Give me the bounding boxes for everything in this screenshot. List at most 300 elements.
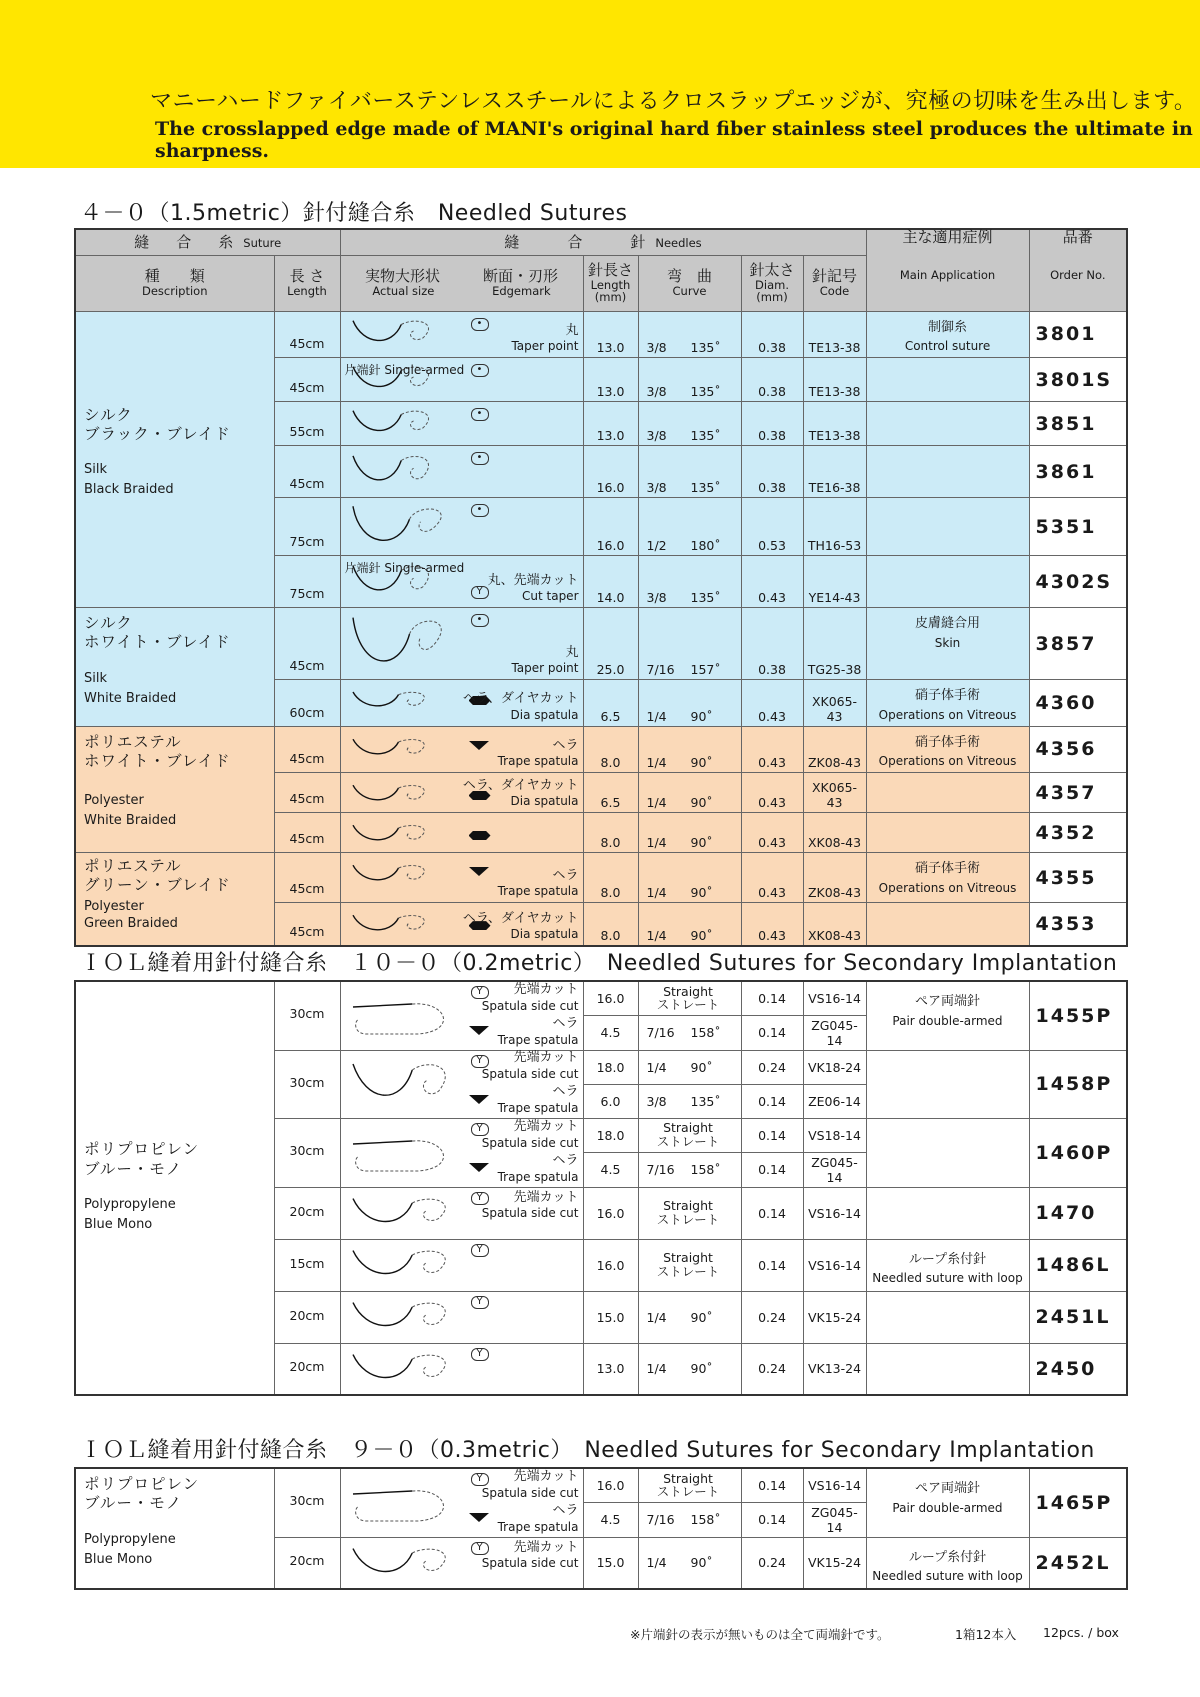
length-cell: 45cm <box>274 608 340 680</box>
cut-taper-symbol-icon: Y <box>471 1296 489 1309</box>
curve-fraction: 3/8 <box>646 384 667 399</box>
desc-en2: Blue Mono <box>84 1217 153 1233</box>
length-cell: 30cm <box>274 1118 340 1187</box>
desc-jp <box>84 733 266 772</box>
diameter-cell: 0.38 <box>741 446 803 498</box>
needle-shape-icon <box>349 315 444 353</box>
length-cell: 30cm <box>274 1468 340 1537</box>
needle-cell <box>340 311 583 358</box>
needle-shape-icon <box>349 501 459 553</box>
length-cell: 30cm <box>274 1050 340 1118</box>
needle-shape-icon <box>349 449 444 495</box>
curve-cell <box>638 726 741 773</box>
curve-cell <box>638 1343 741 1395</box>
edge-jp: ヘラ <box>552 1084 579 1100</box>
diameter-cell: 0.14 <box>741 1152 803 1187</box>
curve-cell <box>638 1468 741 1502</box>
desc-en1: Polyester <box>84 793 144 809</box>
edge-en: Taper point <box>511 661 579 675</box>
diameter-cell: 0.14 <box>741 1468 803 1502</box>
header-banner <box>0 0 1200 168</box>
code-cell: XK065-43 <box>803 773 866 813</box>
edge-jp: 先端カット <box>513 1050 579 1066</box>
code-cell: VS16-14 <box>803 981 866 1015</box>
needle-length-cell: 8.0 <box>583 726 638 773</box>
needle-cell <box>340 1537 583 1589</box>
desc-en1: Silk <box>84 462 108 478</box>
desc-jp <box>84 1140 266 1179</box>
edgemark-label <box>482 1050 579 1081</box>
table-row <box>75 608 1127 680</box>
curve-cell <box>638 1291 741 1343</box>
curve-cell <box>638 1537 741 1589</box>
curve-cell <box>638 680 741 727</box>
order-number: 2450 <box>1029 1343 1127 1395</box>
needle-length-cell: 13.0 <box>583 311 638 358</box>
needle-cell <box>340 773 583 813</box>
order-number: 5351 <box>1029 498 1127 556</box>
cut-taper-symbol-icon: Y <box>471 1192 489 1205</box>
desc-en1: Polypropylene <box>84 1197 176 1213</box>
order-number: 3801S <box>1029 358 1127 402</box>
edge-jp: ヘラ、ダイヤカット <box>462 910 579 926</box>
suture-description <box>75 853 274 946</box>
length-cell: 15cm <box>274 1239 340 1291</box>
curve-straight-en: Straight <box>663 1250 713 1266</box>
order-number: 1458P <box>1029 1050 1127 1118</box>
edge-en: Trape spatula <box>497 884 579 899</box>
trape-spatula-symbol-icon <box>469 1163 489 1172</box>
length-cell: 60cm <box>274 680 340 727</box>
header-desc: 種 類 Description <box>75 255 274 311</box>
needle-shape-icon <box>349 781 439 809</box>
application-cell <box>866 813 1029 853</box>
application-cell <box>866 608 1029 680</box>
application-cell <box>866 1343 1029 1395</box>
needle-length-cell: 16.0 <box>583 1468 638 1502</box>
curve-fraction: 3/8 <box>646 340 667 355</box>
desc-jp1: ポリエステル <box>84 857 182 875</box>
diameter-cell: 0.43 <box>741 813 803 853</box>
app-jp: ペア両端針 <box>914 1481 980 1496</box>
order-number: 3851 <box>1029 402 1127 446</box>
curve-degree: 180˚ <box>690 538 721 553</box>
edgemark-label <box>498 738 579 769</box>
curve-fraction: 1/4 <box>646 1555 667 1571</box>
section2-title: ＩＯＬ縫着用針付縫合糸 １０－０（0.2metric） Needled Sutures for Secondary Implantation <box>80 951 1118 976</box>
needle-length-cell: 13.0 <box>583 358 638 402</box>
application-cell <box>866 402 1029 446</box>
needle-cell <box>340 726 583 773</box>
needle-cell <box>340 853 583 903</box>
app-en: Needled suture with loop <box>872 1569 1023 1583</box>
diameter-cell: 0.14 <box>741 1084 803 1118</box>
taper-point-symbol-icon: • <box>471 318 489 331</box>
table-row <box>75 311 1127 358</box>
edge-jp: ヘラ、ダイヤカット <box>462 777 579 793</box>
cut-taper-symbol-icon: Y <box>471 1055 489 1068</box>
header-needles: 縫 合 針 Needles <box>340 229 866 255</box>
desc-jp <box>84 1475 266 1514</box>
app-jp: ループ糸付針 <box>908 1549 987 1565</box>
edgemark-label <box>511 645 578 676</box>
code-cell: YE14-43 <box>803 556 866 608</box>
curve-degree: 158˚ <box>690 1162 721 1177</box>
table-row <box>75 726 1127 773</box>
needle-length-cell: 16.0 <box>583 1239 638 1291</box>
edgemark-label <box>482 1540 579 1571</box>
edgemark-label <box>498 1153 579 1184</box>
footer-note: ※片端針の表示が無いものは全て両端針です。 <box>630 1627 890 1642</box>
needle-length-cell: 18.0 <box>583 1050 638 1084</box>
order-number: 1455P <box>1029 981 1127 1050</box>
curve-fraction: 1/4 <box>646 1059 667 1075</box>
app-jp: ペア両端針 <box>914 994 980 1009</box>
needle-length-cell: 13.0 <box>583 402 638 446</box>
code-cell: VK15-24 <box>803 1291 866 1343</box>
diameter-cell: 0.43 <box>741 903 803 946</box>
needle-shape-icon <box>349 1348 464 1392</box>
code-cell: TE13-38 <box>803 402 866 446</box>
application-cell <box>866 1291 1029 1343</box>
curve-degree: 158˚ <box>690 1025 721 1040</box>
app-en: Pair double-armed <box>892 1013 1003 1028</box>
curve-cell <box>638 1118 741 1152</box>
length-cell: 45cm <box>274 446 340 498</box>
edge-en: Trape spatula <box>497 754 579 768</box>
curve-fraction: 7/16 <box>646 1025 675 1040</box>
application-cell <box>866 498 1029 556</box>
desc-en <box>84 460 266 500</box>
edge-jp: 先端カット <box>513 1119 579 1135</box>
curve-cell <box>638 1084 741 1118</box>
curve-straight-en: Straight <box>663 1198 713 1214</box>
app-jp: 硝子体手術 <box>915 734 981 750</box>
diameter-cell: 0.43 <box>741 556 803 608</box>
needle-shape-icon <box>349 986 464 1046</box>
code-cell: TG25-38 <box>803 608 866 680</box>
curve-straight-jp: ストレート <box>656 1484 720 1500</box>
edgemark-label <box>498 1084 579 1115</box>
desc-en <box>84 1195 266 1235</box>
trape-spatula-symbol-icon <box>469 1095 489 1104</box>
length-cell: 20cm <box>274 1343 340 1395</box>
application-cell <box>866 773 1029 813</box>
length-cell: 45cm <box>274 773 340 813</box>
needle-length-cell: 25.0 <box>583 608 638 680</box>
length-cell: 45cm <box>274 813 340 853</box>
code-cell: XK08-43 <box>803 903 866 946</box>
curve-straight-en: Straight <box>663 1470 713 1486</box>
curve-degree: 158˚ <box>690 1512 721 1527</box>
suture-description <box>75 726 274 853</box>
desc-jp2: グリーン・ブレイド <box>84 876 231 895</box>
application-cell <box>866 726 1029 773</box>
length-cell: 55cm <box>274 402 340 446</box>
edgemark-label <box>498 1016 579 1047</box>
application-cell <box>866 1187 1029 1239</box>
curve-cell <box>638 311 741 358</box>
needle-length-cell: 16.0 <box>583 981 638 1015</box>
header-actual-edge: 実物大形状 断面・刃形 Actual size Edgemark <box>340 255 583 311</box>
needle-cell <box>340 813 583 853</box>
app-jp: 硝子体手術 <box>915 861 981 876</box>
curve-degree: 90˚ <box>690 835 713 850</box>
curve-degree: 90˚ <box>690 1361 713 1377</box>
section1-title: ４－０（1.5metric）針付縫合糸 Needled Sutures <box>80 201 628 226</box>
app-en: Skin <box>934 635 961 650</box>
app-en: Operations on Vitreous <box>878 707 1017 722</box>
app-en: Needled suture with loop <box>872 1271 1023 1285</box>
desc-jp2: ブルー・モノ <box>84 1494 183 1513</box>
curve-cell <box>638 903 741 946</box>
edge-jp: ヘラ <box>552 867 579 883</box>
desc-jp1: シルク <box>84 614 133 632</box>
trape-spatula-symbol-icon <box>469 1513 489 1522</box>
curve-cell <box>638 773 741 813</box>
application-cell <box>866 311 1029 358</box>
edge-jp: 先端カット <box>513 1189 579 1205</box>
curve-straight-en: Straight <box>663 983 713 999</box>
curve-fraction: 1/4 <box>646 927 667 943</box>
length-cell: 20cm <box>274 1537 340 1589</box>
desc-en <box>84 898 266 933</box>
curve-cell <box>638 813 741 853</box>
needle-length-cell: 16.0 <box>583 1187 638 1239</box>
header-diam: 針太さ Diam. (mm) <box>741 255 803 311</box>
curve-cell <box>638 981 741 1015</box>
needle-length-cell: 6.5 <box>583 680 638 727</box>
needle-length-cell: 18.0 <box>583 1118 638 1152</box>
diameter-cell: 0.38 <box>741 358 803 402</box>
cut-taper-symbol-icon: Y <box>471 1542 489 1555</box>
curve-cell <box>638 402 741 446</box>
needle-cell <box>340 1468 583 1537</box>
desc-en2: White Braided <box>84 690 177 706</box>
header-curve: 弯 曲 Curve <box>638 255 741 311</box>
edgemark-label <box>498 1503 579 1534</box>
curve-fraction: 3/8 <box>646 590 667 605</box>
order-number: 4357 <box>1029 773 1127 813</box>
needle-length-cell: 6.5 <box>583 773 638 813</box>
curve-fraction: 7/16 <box>646 662 675 677</box>
cut-taper-symbol-icon: Y <box>471 1244 489 1257</box>
taper-point-symbol-icon: • <box>471 614 489 627</box>
order-number: 4353 <box>1029 903 1127 946</box>
desc-en1: Polyester <box>84 898 144 914</box>
desc-jp2: ホワイト・ブレイド <box>84 751 231 770</box>
order-number: 3857 <box>1029 608 1127 680</box>
table-row <box>75 981 1127 1015</box>
order-number: 2452L <box>1029 1537 1127 1589</box>
trape-spatula-symbol-icon <box>469 867 489 876</box>
needle-shape-icon <box>349 861 439 889</box>
needle-shape-icon <box>349 1055 464 1115</box>
code-cell: ZG045-14 <box>803 1015 866 1050</box>
order-number: 4355 <box>1029 853 1127 903</box>
needle-cell <box>340 680 583 727</box>
curve-cell <box>638 1239 741 1291</box>
needle-cell <box>340 402 583 446</box>
needle-cell <box>340 1239 583 1291</box>
code-cell: XK08-43 <box>803 813 866 853</box>
curve-fraction: 1/4 <box>646 708 667 724</box>
iol-9-0-table <box>74 1467 1128 1590</box>
edge-jp: 先端カット <box>513 1539 579 1555</box>
desc-jp2: ホワイト・ブレイド <box>84 633 231 652</box>
cut-taper-symbol-icon: Y <box>471 586 489 599</box>
table-row <box>75 1468 1127 1502</box>
curve-degree: 135˚ <box>690 1093 721 1109</box>
desc-en2: White Braided <box>84 813 177 829</box>
needle-length-cell: 4.5 <box>583 1152 638 1187</box>
curve-degree: 90˚ <box>690 795 713 810</box>
edge-jp: 丸 <box>565 322 579 338</box>
length-cell: 45cm <box>274 726 340 773</box>
suture-description <box>75 1468 274 1589</box>
curve-straight-jp: ストレート <box>656 1264 720 1279</box>
edge-en: Spatula side cut <box>481 1485 579 1500</box>
needle-shape-icon <box>349 1542 464 1586</box>
desc-jp <box>84 857 266 896</box>
code-cell: VS18-14 <box>803 1118 866 1152</box>
curve-degree: 135˚ <box>690 428 721 443</box>
length-cell: 75cm <box>274 498 340 556</box>
cut-taper-symbol-icon: Y <box>471 986 489 999</box>
needle-cell <box>340 446 583 498</box>
needle-length-cell: 6.0 <box>583 1084 638 1118</box>
edge-jp: ヘラ <box>552 1503 579 1519</box>
curve-fraction: 1/4 <box>646 795 667 810</box>
edge-en: Dia spatula <box>510 707 579 722</box>
diameter-cell: 0.24 <box>741 1291 803 1343</box>
taper-point-symbol-icon: • <box>471 364 489 377</box>
order-number: 4356 <box>1029 726 1127 773</box>
suture-description <box>75 981 274 1395</box>
length-cell: 20cm <box>274 1291 340 1343</box>
edge-en: Dia spatula <box>510 926 579 941</box>
needle-shape-icon <box>349 735 439 763</box>
curve-degree: 90˚ <box>690 708 713 724</box>
curve-fraction: 7/16 <box>646 1162 675 1177</box>
app-jp: 硝子体手術 <box>915 688 981 703</box>
edge-en: Taper point <box>511 339 579 353</box>
edgemark-label <box>482 1469 579 1500</box>
needle-cell <box>340 1343 583 1395</box>
desc-jp2: ブラック・ブレイド <box>84 424 231 443</box>
edgemark-label <box>488 573 579 604</box>
curve-fraction: 3/8 <box>646 480 667 495</box>
order-number: 1486L <box>1029 1239 1127 1291</box>
desc-en1: Silk <box>84 670 108 686</box>
application-cell <box>866 853 1029 903</box>
application-cell <box>866 903 1029 946</box>
curve-cell <box>638 446 741 498</box>
taper-point-symbol-icon: • <box>471 408 489 421</box>
diameter-cell: 0.24 <box>741 1343 803 1395</box>
needle-length-cell: 15.0 <box>583 1291 638 1343</box>
order-number: 3861 <box>1029 446 1127 498</box>
edgemark-label <box>498 868 579 899</box>
needle-shape-icon <box>349 821 439 849</box>
curve-degree: 135˚ <box>690 340 721 355</box>
curve-degree: 135˚ <box>690 590 721 605</box>
curve-degree: 90˚ <box>690 1059 713 1075</box>
curve-fraction: 1/4 <box>646 885 667 901</box>
curve-degree: 90˚ <box>690 1309 713 1325</box>
code-cell: TE13-38 <box>803 358 866 402</box>
needle-shape-icon <box>349 405 444 443</box>
curve-fraction: 1/4 <box>646 1361 667 1377</box>
iol-10-0-table <box>74 980 1128 1396</box>
code-cell: VS16-14 <box>803 1468 866 1502</box>
diameter-cell: 0.38 <box>741 311 803 358</box>
desc-jp1: ポリプロピレン <box>84 1475 200 1493</box>
diameter-cell: 0.14 <box>741 1187 803 1239</box>
footer-box-en: 12pcs. / box <box>1043 1625 1119 1640</box>
edge-en: Trape spatula <box>497 1169 579 1184</box>
suture-description <box>75 311 274 608</box>
needle-cell <box>340 1050 583 1118</box>
code-cell: VK18-24 <box>803 1050 866 1084</box>
length-cell: 45cm <box>274 903 340 946</box>
code-cell: VK15-24 <box>803 1537 866 1589</box>
curve-cell <box>638 608 741 680</box>
edge-en: Spatula side cut <box>481 1555 579 1570</box>
application-cell <box>866 1468 1029 1537</box>
desc-jp1: ポリエステル <box>84 732 182 751</box>
cut-taper-symbol-icon: Y <box>471 1473 489 1486</box>
edgemark-label <box>463 911 579 942</box>
curve-fraction: 7/16 <box>646 1512 675 1527</box>
needle-cell <box>340 608 583 680</box>
application-cell <box>866 358 1029 402</box>
curve-straight-jp: ストレート <box>656 1134 720 1149</box>
needle-length-cell: 15.0 <box>583 1537 638 1589</box>
banner-jp-text: マニーハードファイバーステンレススチールによるクロスラップエッジが、究極の切味を生み出します。 <box>150 89 1197 114</box>
app-en: Control suture <box>904 339 991 353</box>
application-cell <box>866 1050 1029 1118</box>
edgemark-label <box>482 982 579 1013</box>
curve-fraction: 3/8 <box>646 428 667 443</box>
curve-degree: 90˚ <box>690 927 713 943</box>
application-cell <box>866 556 1029 608</box>
needle-cell <box>340 981 583 1050</box>
needle-length-cell: 16.0 <box>583 498 638 556</box>
needle-cell <box>340 358 583 402</box>
curve-cell <box>638 853 741 903</box>
needle-length-cell: 16.0 <box>583 446 638 498</box>
code-cell: ZG045-14 <box>803 1152 866 1187</box>
edge-jp: 先端カット <box>513 1469 579 1485</box>
length-cell: 45cm <box>274 358 340 402</box>
code-cell: ZK08-43 <box>803 726 866 773</box>
edge-jp: ヘラ <box>552 737 579 753</box>
header-needle-length: 針長さ Length (mm) <box>583 255 638 311</box>
edge-en: Trape spatula <box>497 1100 579 1115</box>
curve-straight-en: Straight <box>663 1120 713 1136</box>
curve-degree: 135˚ <box>690 480 721 495</box>
application-cell <box>866 1118 1029 1187</box>
needle-length-cell: 14.0 <box>583 556 638 608</box>
needle-shape-icon <box>349 1192 464 1236</box>
dia-spatula-symbol-icon <box>469 831 491 840</box>
header-code: 針記号 Code <box>803 255 866 311</box>
app-en: Operations on Vitreous <box>878 754 1017 768</box>
diameter-cell: 0.14 <box>741 1015 803 1050</box>
edgemark-label <box>482 1119 579 1150</box>
needled-sutures-table <box>74 228 1128 947</box>
